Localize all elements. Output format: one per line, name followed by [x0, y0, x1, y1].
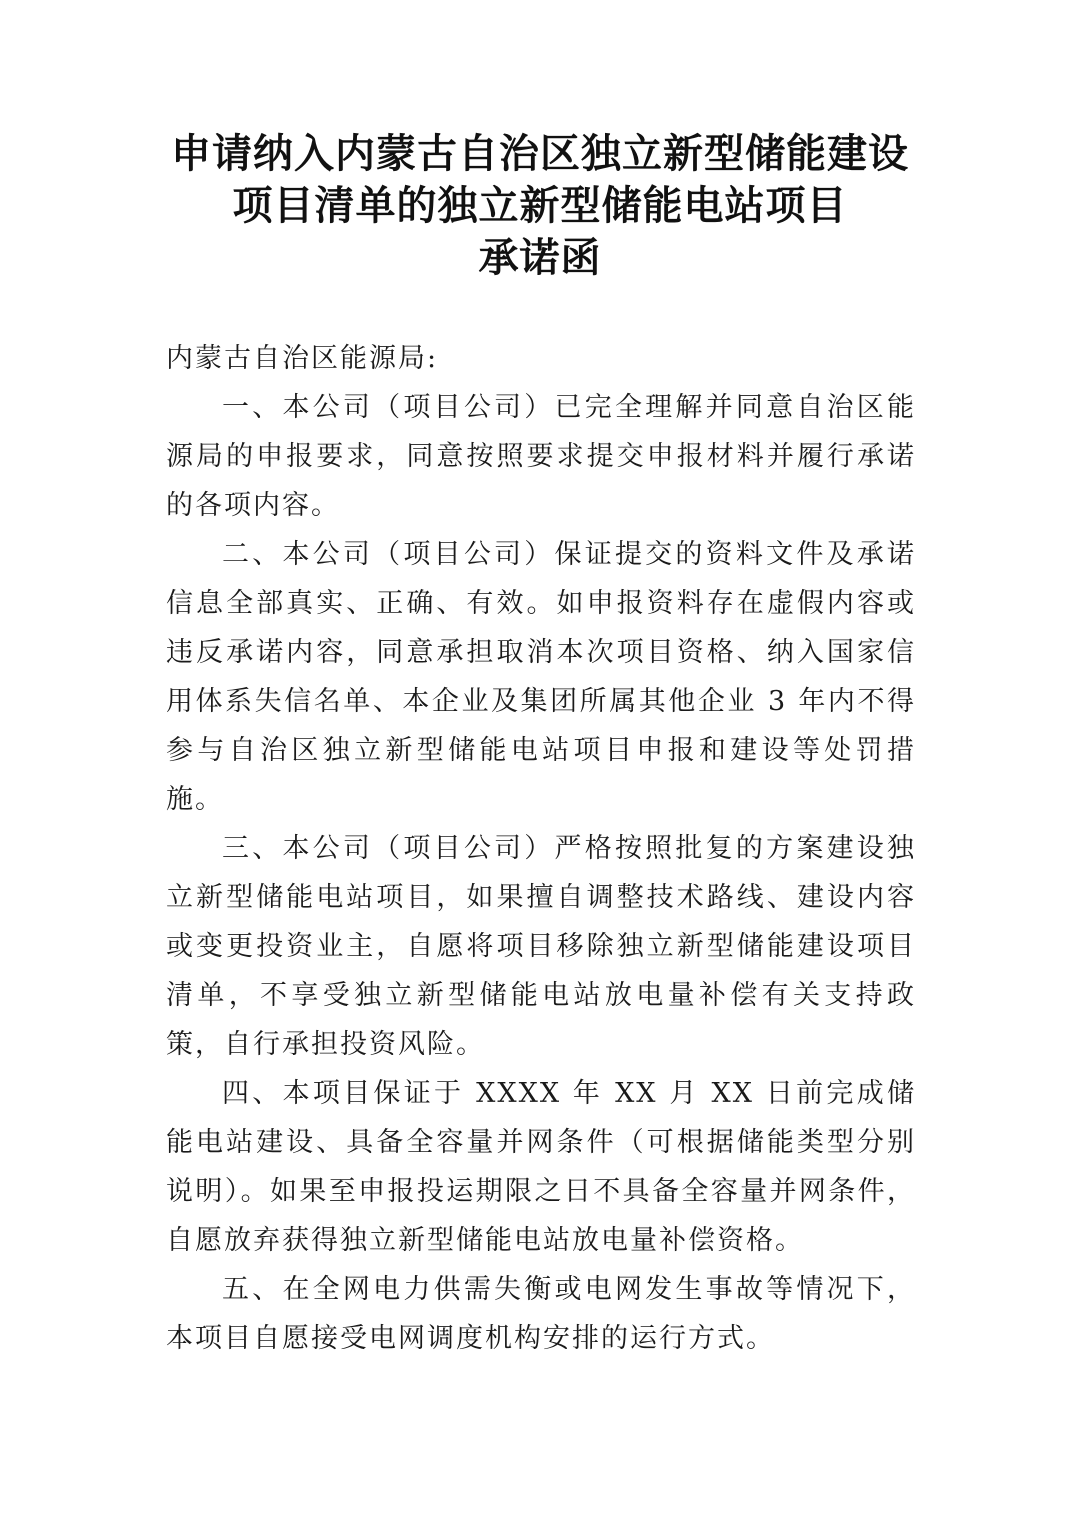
- title-line-1: 申请纳入内蒙古自治区独立新型储能建设: [171, 130, 909, 177]
- paragraph-5: 五、在全网电力供需失衡或电网发生事故等情况下，本项目自愿接受电网调度机构安排的运行方式。: [166, 1274, 916, 1354]
- paragraph-2: 二、本公司（项目公司）保证提交的资料文件及承诺信息全部真实、正确、有效。如申报资料存在虚假内容或违反承诺内容，同意承担取消本次项目资格、纳入国家信用体系失信名单、本企业及集团所属其他企业 3 年内不得参与自治区独立新型储能电站项目申报和建设等处罚措施。: [166, 539, 916, 815]
- paragraph-3: 三、本公司（项目公司）严格按照批复的方案建设独立新型储能电站项目，如果擅自调整技术路线、建设内容或变更投资业主，自愿将项目移除独立新型储能建设项目清单，不享受独立新型储能电站放电量补偿有关支持政策，自行承担投资风险。: [166, 833, 916, 1060]
- title-line-3: 承诺函: [478, 234, 602, 281]
- paragraph-1: 一、本公司（项目公司）已完全理解并同意自治区能源局的申报要求，同意按照要求提交申报材料并履行承诺的各项内容。: [166, 392, 916, 521]
- salutation: 内蒙古自治区能源局:: [166, 343, 439, 374]
- document-title: [0, 128, 1080, 284]
- title-line-2: 项目清单的独立新型储能电站项目: [232, 182, 848, 229]
- paragraph-4: 四、本项目保证于 XXXX 年 XX 月 XX 日前完成储能电站建设、具备全容量并网条件（可根据储能类型分别说明）。如果至申报投运期限之日不具备全容量并网条件，自愿放弃获得独立新型储能电站放电量补偿资格。: [166, 1078, 916, 1256]
- letter-body: [166, 334, 916, 1363]
